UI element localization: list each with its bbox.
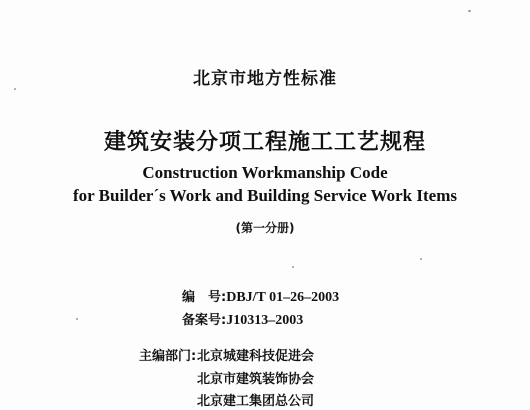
volume-label: (第一分册) (235, 221, 295, 235)
local-standard-heading: 北京市地方性标准 (193, 69, 337, 89)
record-number-label: 备案号: (182, 313, 227, 328)
record-number-value: J10313–2003 (226, 313, 304, 328)
record-number-row (182, 309, 303, 329)
standard-code-label: 编 号: (182, 290, 227, 305)
editor-organization: 北京市建筑装饰协会 (197, 372, 315, 387)
chief-editor-label: 主编部门: (139, 349, 197, 364)
english-title-line-1: Construction Workmanship Code (142, 163, 388, 182)
scan-speck (14, 88, 16, 90)
scan-speck (468, 10, 471, 12)
scan-speck (292, 266, 294, 268)
english-title-line-2: for Builder´s Work and Building Service Work Items (73, 186, 457, 205)
editor-organization: 北京建工集团总公司 (197, 394, 315, 409)
editor-organization: 北京城建科技促进会 (197, 349, 315, 364)
standard-code-row (182, 286, 339, 306)
standard-code-value: DBJ/T 01–26–2003 (226, 290, 340, 305)
scan-speck (76, 318, 78, 320)
chinese-title: 建筑安装分项工程施工工艺规程 (103, 130, 426, 155)
scan-speck (420, 258, 422, 260)
